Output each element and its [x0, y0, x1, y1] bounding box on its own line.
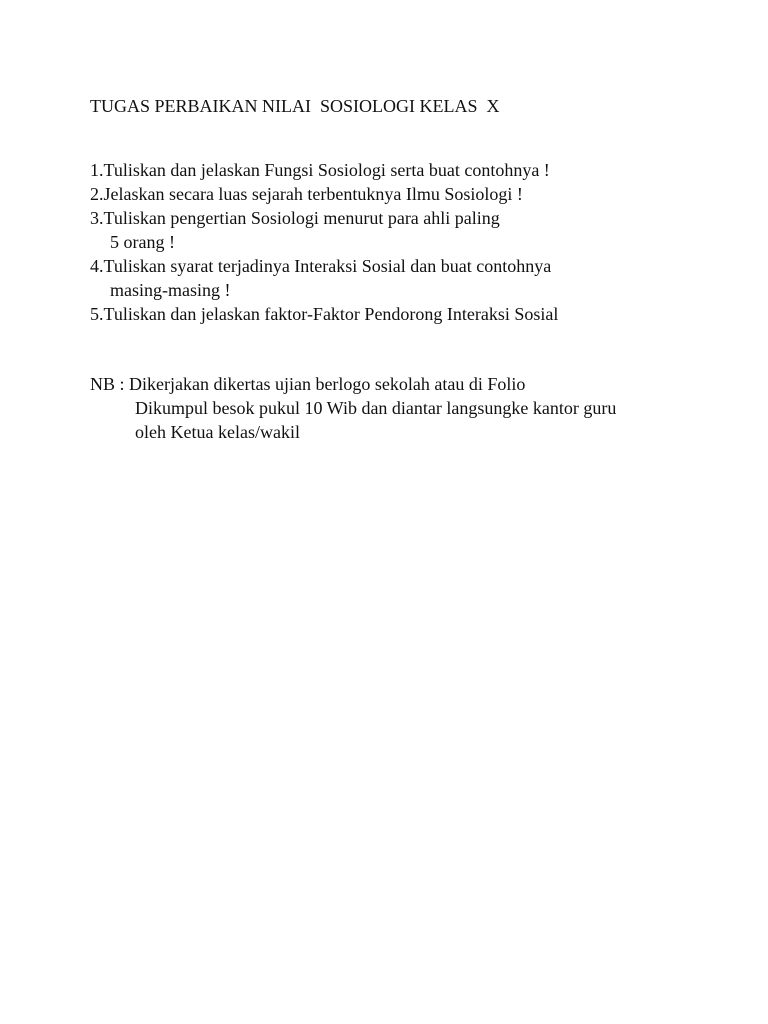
note-line-2: Dikumpul besok pukul 10 Wib dan diantar langsungke kantor guru: [135, 398, 617, 418]
question-4-continuation: masing-masing !: [110, 280, 231, 300]
question-3-continuation: 5 orang !: [110, 232, 175, 252]
document-title: TUGAS PERBAIKAN NILAI SOSIOLOGI KELAS X: [90, 96, 500, 116]
question-list: [90, 158, 558, 326]
question-4: 4.Tuliskan syarat terjadinya Interaksi Sosial dan buat contohnya: [90, 256, 552, 276]
question-5: 5.Tuliskan dan jelaskan faktor-Faktor Pendorong Interaksi Sosial: [90, 304, 559, 324]
question-2: 2.Jelaskan secara luas sejarah terbentuknya Ilmu Sosiologi !: [90, 184, 523, 204]
note-line-3: oleh Ketua kelas/wakil: [135, 422, 300, 442]
note-block: [90, 372, 616, 444]
question-1: 1.Tuliskan dan jelaskan Fungsi Sosiologi serta buat contohnya !: [90, 160, 550, 180]
note-line-1: NB : Dikerjakan dikertas ujian berlogo sekolah atau di Folio: [90, 374, 526, 394]
question-3: 3.Tuliskan pengertian Sosiologi menurut para ahli paling: [90, 208, 500, 228]
